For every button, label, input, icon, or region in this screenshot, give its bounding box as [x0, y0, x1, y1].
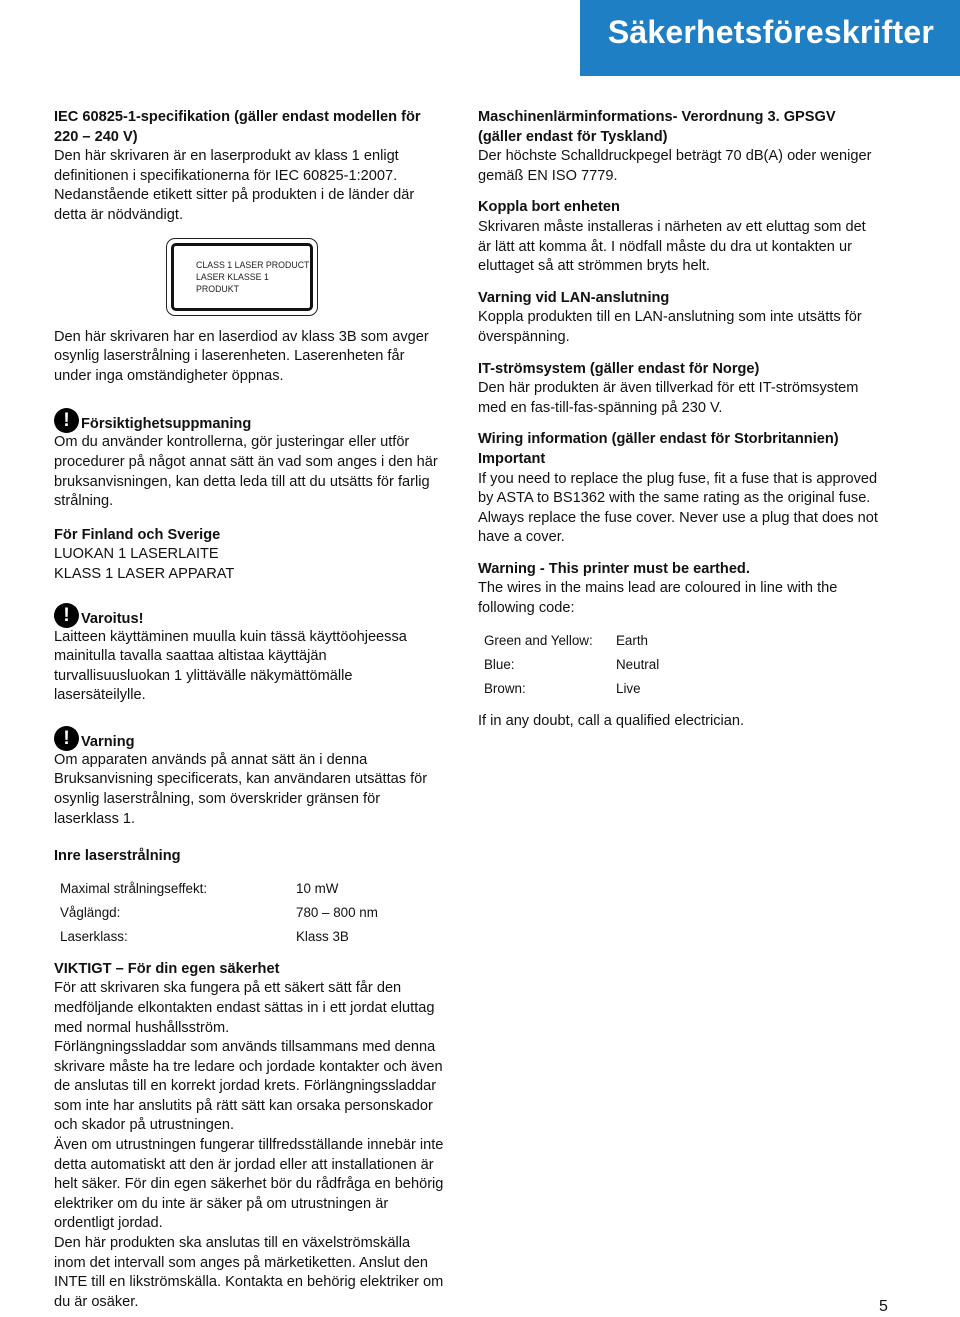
- iec-title: IEC 60825-1-specifikation (gäller endast modellen för 220 – 240 V): [54, 109, 421, 145]
- table-value: Live: [616, 681, 641, 697]
- laser-label-line-1: CLASS 1 LASER PRODUCT: [196, 259, 310, 270]
- diode-text: Den här skrivaren har en laserdiod av klass 3B som avger osynlig laserstrålning i laserenheten. Laserenheten får under inga omständigheter öppnas.: [54, 328, 429, 384]
- exclamation-icon: !: [54, 726, 79, 751]
- viktigt-title: VIKTIGT – För din egen säkerhet: [54, 960, 280, 977]
- header-band: [580, 0, 960, 76]
- iec-body: Den här skrivaren är en laserprodukt av klass 1 enligt definitionen i specifikationerna för IEC 60825-1:2007. Nedanstående etikett sitter på produkten i de länder där detta är nödvändigt.: [54, 148, 415, 223]
- left-column: [54, 108, 444, 1312]
- table-key: Green and Yellow:: [484, 632, 593, 648]
- table-row: [484, 629, 878, 653]
- page-number: 5: [879, 1298, 888, 1315]
- varning-body: Om apparaten används på annat sätt än i denna Bruksanvisning specificerats, kan användaren utsättas för osynlig laserstrålning, som överskrider gränsen för laserklass 1.: [54, 751, 428, 827]
- it-body: Den här produkten är även tillverkad för ett IT-strömsystem med en fas-till-fas-spänning på 230 V.: [478, 380, 859, 416]
- wiring-section: [478, 430, 878, 548]
- table-row: [60, 925, 444, 949]
- inner-radiation-title: Inre laserstrålning: [54, 848, 181, 865]
- table-row: [484, 677, 878, 701]
- finland-line-2: KLASS 1 LASER APPARAT: [54, 565, 235, 582]
- table-key: Brown:: [484, 681, 526, 697]
- page-title: Säkerhetsföreskrifter: [607, 14, 934, 50]
- exclamation-icon: !: [54, 408, 79, 433]
- viktigt-paragraph: Förlängningssladdar som används tillsammans med denna skrivare måste ha tre ledare och jordade kontakter och även de anslutas till en korrekt jordad krets. Förlängningssladdar som inte har anslutits på rätt sätt kan orsaka personskador och skador på utrustningen.: [54, 1039, 443, 1134]
- wiring-paragraph: Always replace the fuse cover. Never use a plug that does not have a cover.: [478, 509, 878, 546]
- varoitus-heading: [54, 603, 444, 628]
- laser-product-label: [166, 238, 318, 316]
- caution-title: Försiktighetsuppmaning: [81, 416, 252, 433]
- disconnect-body: Skrivaren måste installeras i närheten av ett eluttag som det är lätt att komma åt. I nödfall måste du dra ut kontakten ur eluttaget så att strömmen bryts helt.: [478, 218, 866, 275]
- table-value: Earth: [616, 632, 649, 648]
- noise-body: Der höchste Schalldruckpegel beträgt 70 dB(A) oder weniger gemäß EN ISO 7779.: [478, 148, 872, 184]
- table-key: Laserklass:: [60, 929, 128, 945]
- inner-radiation-table: [60, 877, 444, 950]
- table-key: Maximal strålningseffekt:: [60, 880, 208, 896]
- table-value: Klass 3B: [296, 929, 349, 945]
- wiring-title: Wiring information (gäller endast för Storbritannien): [478, 431, 839, 448]
- varning-heading: [54, 726, 444, 751]
- right-column: [478, 108, 878, 731]
- table-key: Blue:: [484, 656, 515, 672]
- earthed-title: Warning - This printer must be earthed.: [478, 560, 750, 577]
- caution-body: Om du använder kontrollerna, gör justeringar eller utför procedurer på något annat sätt än vad som anges i den här bruksanvisningen, kan detta leda till att du utsätts för farlig strålning.: [54, 434, 438, 510]
- finland-line-1: LUOKAN 1 LASERLAITE: [54, 546, 219, 563]
- finland-title: För Finland och Sverige: [54, 526, 221, 543]
- earthed-body: The wires in the mains lead are coloured in line with the following code:: [478, 580, 838, 617]
- exclamation-icon: !: [54, 603, 79, 628]
- wiring-subtitle: Important: [478, 450, 546, 467]
- earthed-footer: If in any doubt, call a qualified electrician.: [478, 712, 745, 729]
- viktigt-section: [54, 960, 444, 1313]
- varoitus-title: Varoitus!: [81, 610, 144, 627]
- viktigt-paragraph: Även om utrustningen fungerar tillfredsställande innebär inte detta automatiskt att den är jordad eller att installationen är helt säker. För din egen säkerhet bör du rådfråga en behörig elektriker om du inte är säker på om utrustningen är ordentligt jordad.: [54, 1137, 444, 1232]
- lan-body: Koppla produkten till en LAN-anslutning som inte utsätts för överspänning.: [478, 309, 862, 345]
- disconnect-section: [478, 198, 878, 276]
- earthed-section: [478, 560, 878, 619]
- noise-section: [478, 108, 878, 186]
- viktigt-paragraph: Den här produkten ska anslutas till en växelströmskälla inom det intervall som anges på märketiketten. Anslut den INTE till en likströmskälla. Kontakta en behörig elektriker om du är osäker.: [54, 1235, 444, 1310]
- varoitus-body: Laitteen käyttäminen muulla kuin tässä käyttöohjeessa mainitulla tavalla saattaa altistaa käyttäjän turvallisuusluokan 1 ylittävälle näkymättömälle lasersäteilylle.: [54, 628, 407, 704]
- lan-title: Varning vid LAN-anslutning: [478, 289, 670, 306]
- table-value: 780 – 800 nm: [296, 905, 378, 921]
- table-row: [484, 653, 878, 677]
- laser-label-frame: [171, 243, 313, 311]
- table-row: [60, 901, 444, 925]
- wiring-paragraph: If you need to replace the plug fuse, fit a fuse that is approved by ASTA to BS1362 with the same rating as the original fuse.: [478, 470, 878, 507]
- viktigt-paragraph: För att skrivaren ska fungera på ett säkert sätt får den medföljande elkontakten endast sättas in i ett jordat eluttag med normal hushållsström.: [54, 980, 435, 1036]
- table-value: 10 mW: [296, 880, 339, 896]
- caution-heading: [54, 408, 444, 433]
- iec-section: [54, 108, 444, 226]
- table-value: Neutral: [616, 656, 660, 672]
- laser-label-line-2: LASER KLASSE 1 PRODUKT: [196, 271, 269, 294]
- it-section: [478, 360, 878, 419]
- disconnect-title: Koppla bort enheten: [478, 199, 620, 216]
- varning-title: Varning: [81, 733, 135, 750]
- table-row: [60, 877, 444, 901]
- it-title: IT-strömsystem (gäller endast för Norge): [478, 360, 760, 377]
- lan-section: [478, 289, 878, 348]
- finland-section: [54, 526, 444, 585]
- wire-color-table: [484, 629, 878, 702]
- noise-title: Maschinenlärminformations- Verordnung 3. GPSGV (gäller endast för Tyskland): [478, 109, 836, 145]
- table-key: Våglängd:: [60, 905, 121, 921]
